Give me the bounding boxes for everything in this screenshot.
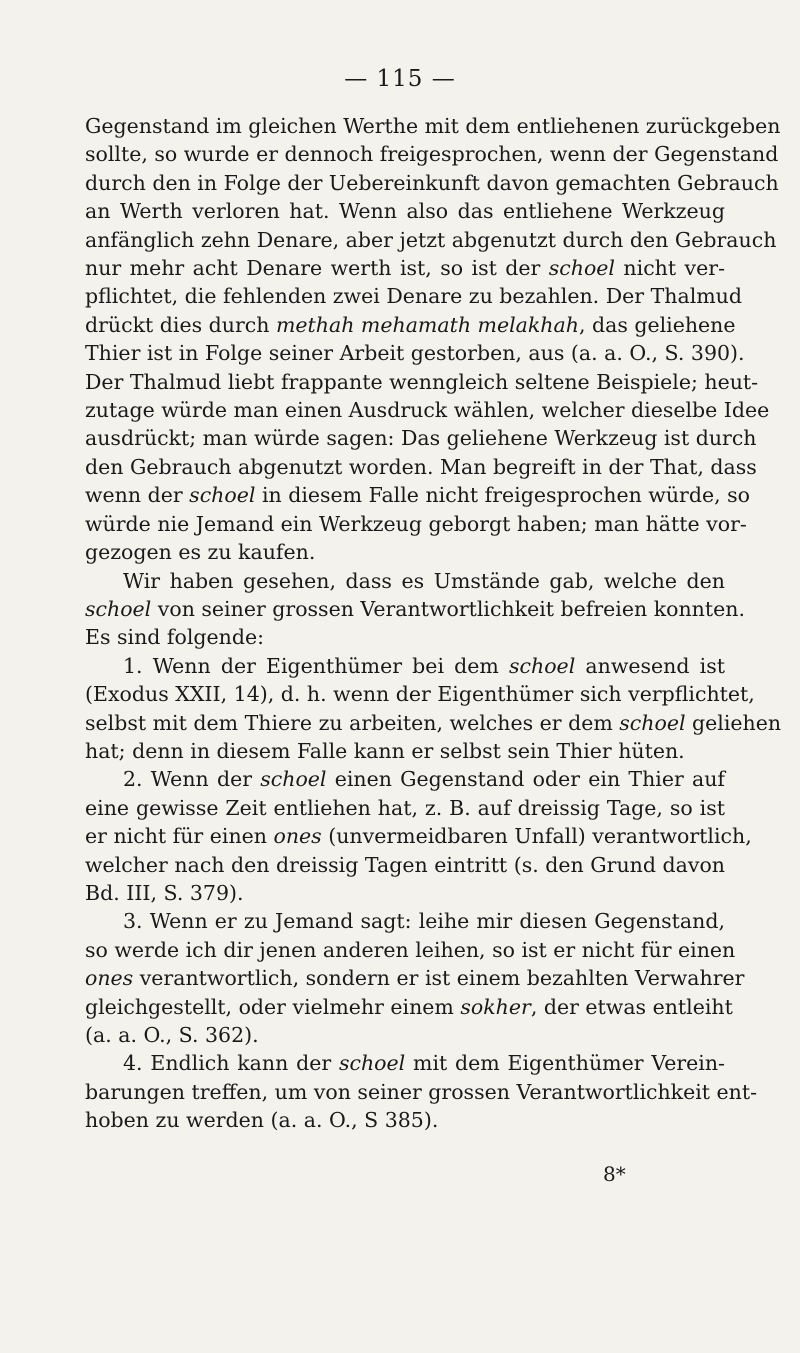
text-line: würde nie Jemand ein Werkzeug geborgt haben; man hätte vor-	[85, 511, 747, 536]
text-line: den Gebrauch abgenutzt worden. Man begreift in der That, dass	[85, 454, 757, 479]
text-line: ones verantwortlich, sondern er ist einem bezahlten Verwahrer	[85, 966, 745, 991]
text-line: Bd. III, S. 379).	[85, 880, 244, 905]
text-line: gezogen es zu kaufen.	[85, 540, 316, 565]
text-line: selbst mit dem Thiere zu arbeiten, welches er dem schoel geliehen	[85, 710, 782, 735]
text-line: pflichtet, die fehlenden zwei Denare zu bezahlen. Der Thalmud	[85, 284, 743, 309]
text-line: welcher nach den dreissig Tagen eintritt (s. den Grund davon	[85, 852, 725, 877]
text-line: hoben zu werden (a. a. O., S 385).	[85, 1108, 439, 1133]
text-line: sollte, so wurde er dennoch freigesprochen, wenn der Gegenstand	[85, 142, 779, 167]
text-line: drückt dies durch methah mehamath melakhah, das geliehene	[85, 312, 736, 337]
text-line: Es sind folgende:	[85, 625, 265, 650]
text-line: hat; denn in diesem Falle kann er selbst sein Thier hüten.	[85, 738, 685, 763]
text-line: 4. Endlich kann der schoel mit dem Eigenthümer Verein-	[123, 1051, 725, 1076]
text-line: gleichgestellt, oder vielmehr einem sokher, der etwas entleiht	[85, 994, 733, 1019]
text-line: Der Thalmud liebt frappante wenngleich seltene Beispiele; heut-	[85, 369, 759, 394]
signature-mark: 8*	[603, 1162, 626, 1186]
text-line: Thier ist in Folge seiner Arbeit gestorben, aus (a. a. O., S. 390).	[85, 341, 745, 366]
text-line: anfänglich zehn Denare, aber jetzt abgenutzt durch den Gebrauch	[85, 227, 777, 252]
text-line: ausdrückt; man würde sagen: Das geliehene Werkzeug ist durch	[85, 426, 757, 451]
text-line: an Werth verloren hat. Wenn also das entliehene Werkzeug	[85, 199, 725, 224]
text-line: er nicht für einen ones (unvermeidbaren Unfall) verantwortlich,	[85, 824, 752, 849]
text-line: nur mehr acht Denare werth ist, so ist der schoel nicht ver-	[85, 256, 725, 281]
text-line: Gegenstand im gleichen Werthe mit dem entliehenen zurückgeben	[85, 114, 781, 138]
page-number: — 115 —	[344, 66, 456, 92]
body-text	[85, 112, 782, 1135]
text-line: (Exodus XXII, 14), d. h. wenn der Eigenthümer sich verpflichtet,	[85, 682, 755, 707]
text-line: eine gewisse Zeit entliehen hat, z. B. auf dreissig Tage, so ist	[85, 795, 725, 820]
text-line: 1. Wenn der Eigenthümer bei dem schoel anwesend ist	[123, 653, 725, 678]
text-line: barungen treffen, um von seiner grossen Verantwortlichkeit ent-	[85, 1079, 758, 1104]
text-line: zutage würde man einen Ausdruck wählen, welcher dieselbe Idee	[85, 398, 770, 423]
text-line: schoel von seiner grossen Verantwortlichkeit befreien konnten.	[85, 596, 745, 621]
text-line: so werde ich dir jenen anderen leihen, so ist er nicht für einen	[85, 937, 736, 962]
text-line: Wir haben gesehen, dass es Umstände gab, welche den	[123, 568, 725, 593]
text-line: 3. Wenn er zu Jemand sagt: leihe mir diesen Gegenstand,	[123, 909, 725, 934]
text-line: 2. Wenn der schoel einen Gegenstand oder ein Thier auf	[123, 767, 725, 792]
text-line: (a. a. O., S. 362).	[85, 1023, 259, 1047]
text-line: wenn der schoel in diesem Falle nicht freigesprochen würde, so	[85, 483, 750, 508]
text-line: durch den in Folge der Uebereinkunft davon gemachten Gebrauch	[85, 170, 779, 195]
